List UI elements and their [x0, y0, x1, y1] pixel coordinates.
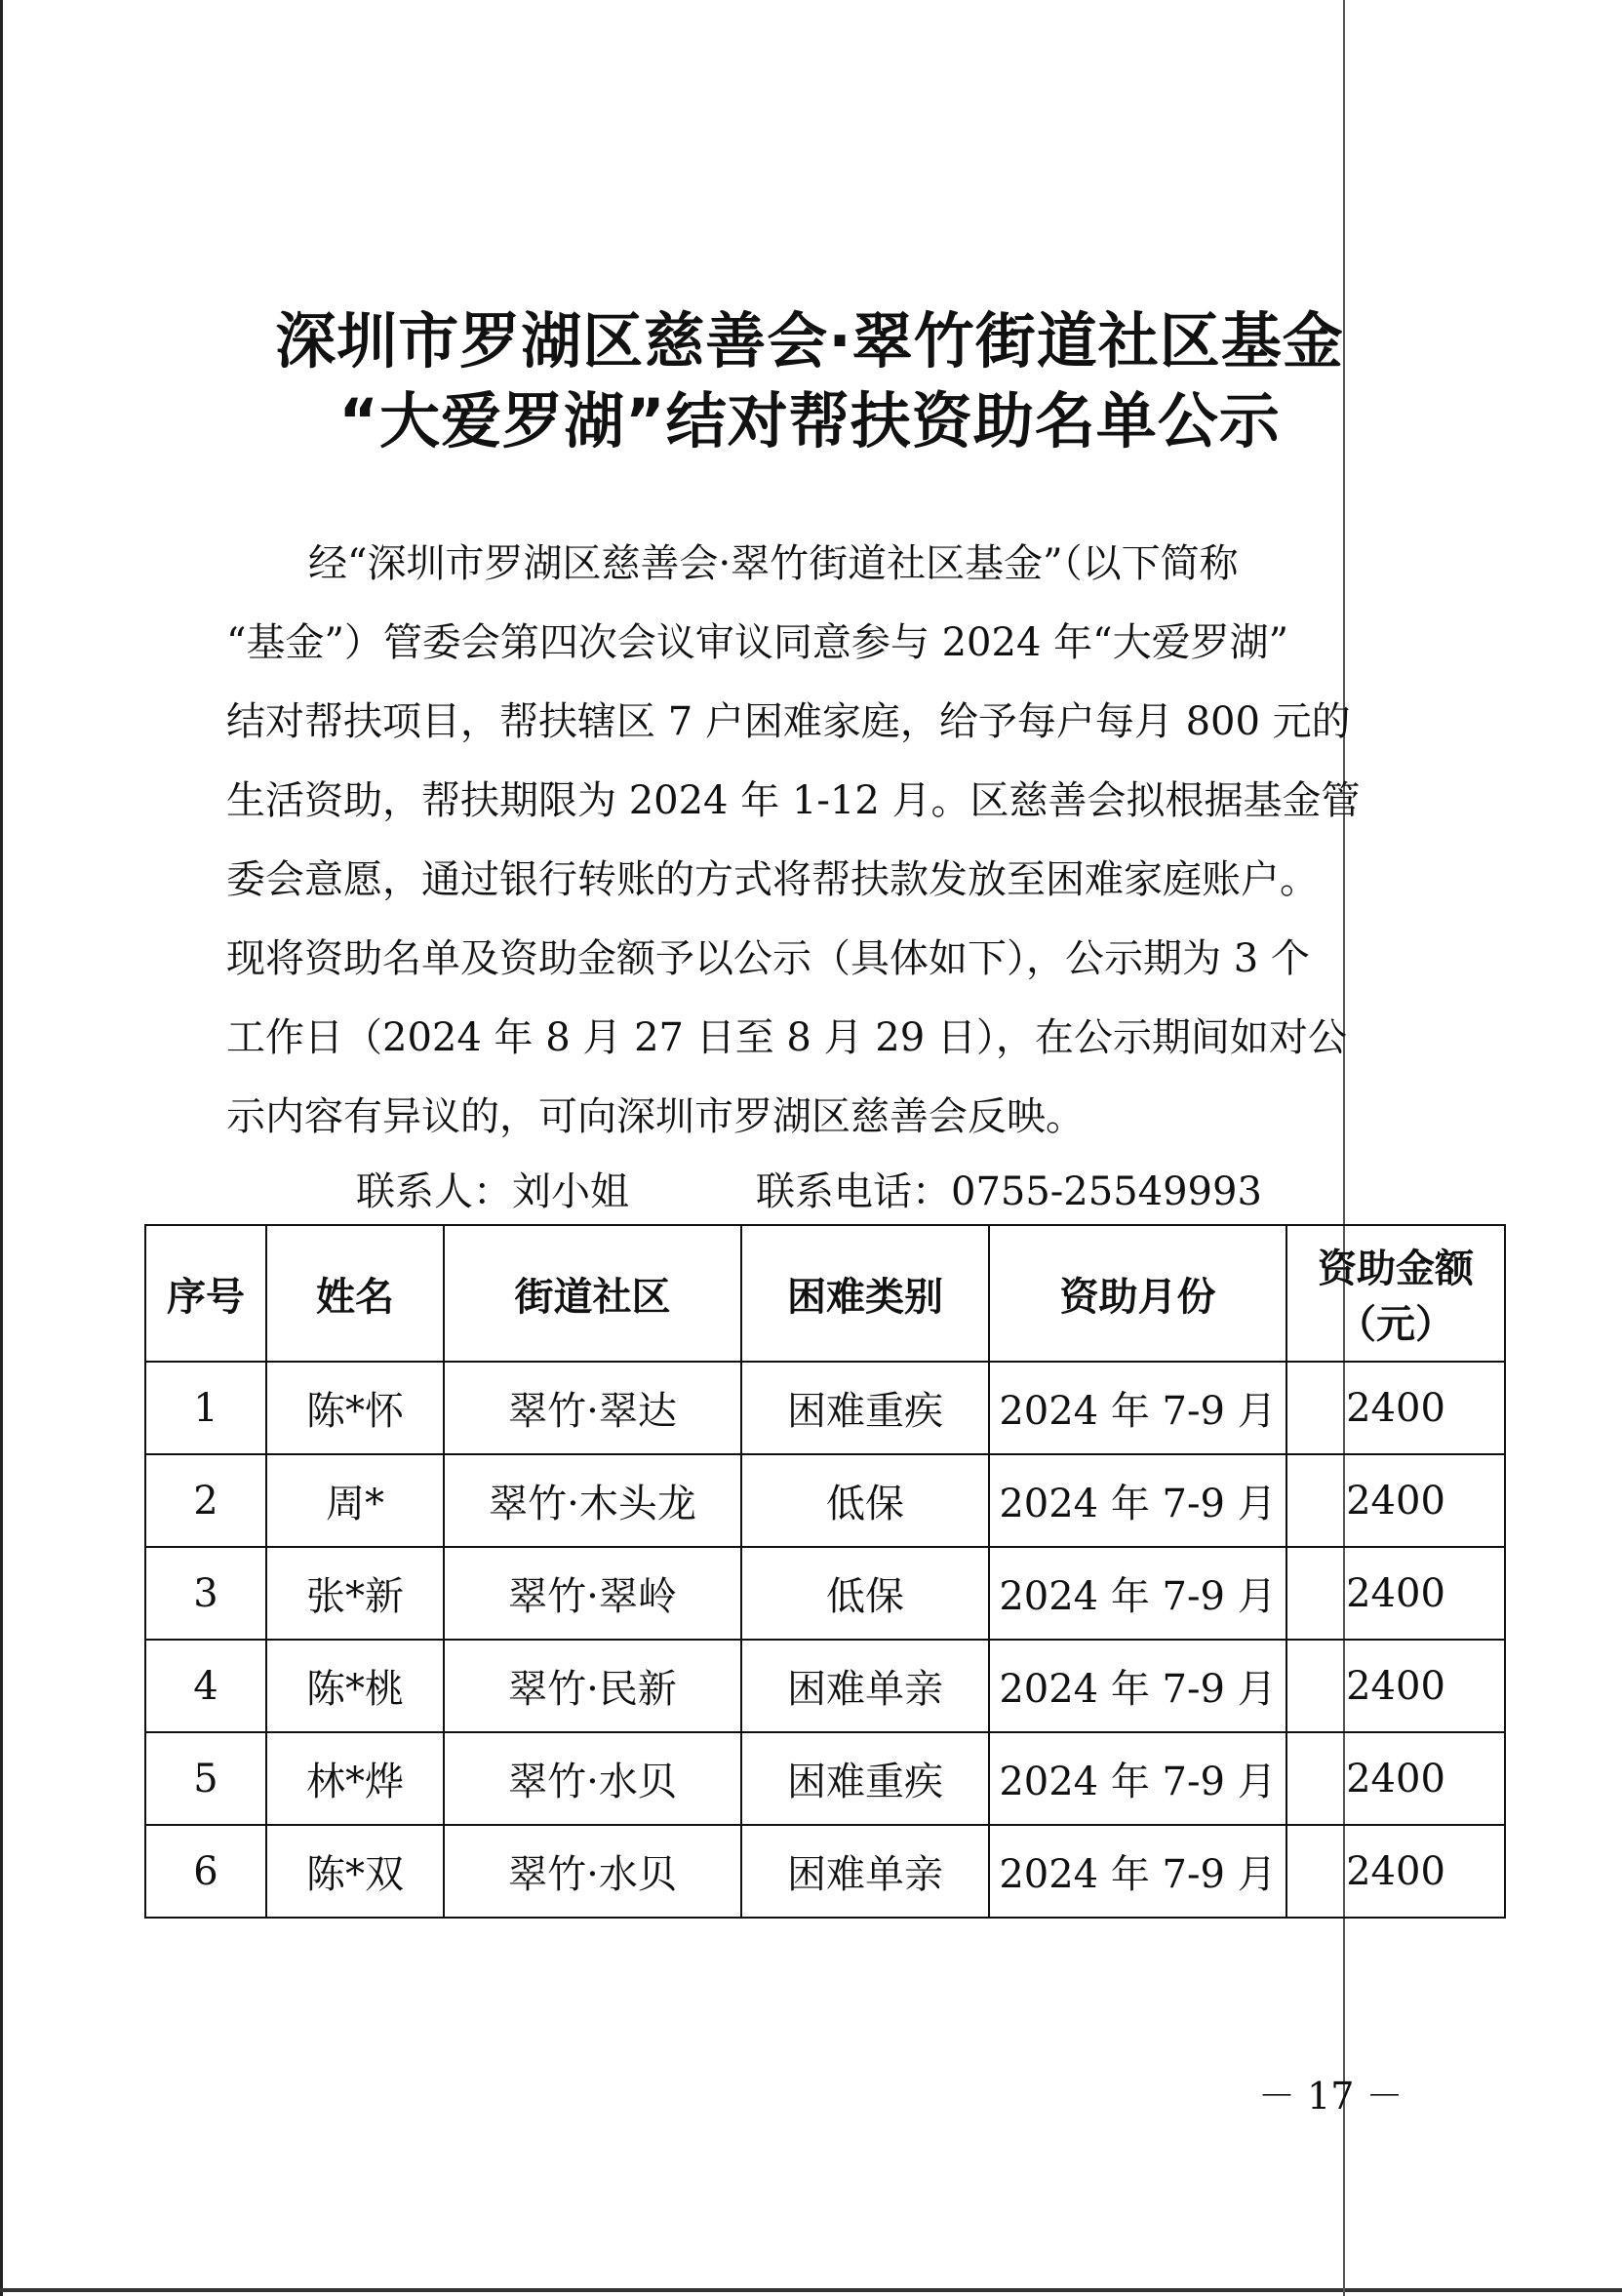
amount-cell: 2400 — [1286, 1362, 1505, 1454]
paragraph-line: 经“深圳市罗湖区慈善会·翠竹街道社区基金”（以下简称 — [308, 541, 1239, 586]
community-cell: 翠竹·民新 — [444, 1640, 741, 1732]
contact-info — [356, 1161, 1262, 1216]
category-cell: 低保 — [741, 1454, 989, 1547]
name-cell: 张*新 — [266, 1547, 444, 1640]
paragraph-line: 生活资助，帮扶期限为 2024 年 1-12 月。区慈善会拟根据基金管 — [226, 778, 1361, 823]
serial-cell: 3 — [145, 1547, 266, 1640]
amount-cell: 2400 — [1286, 1825, 1505, 1918]
serial-cell: 2 — [145, 1454, 266, 1547]
amount-cell: 2400 — [1286, 1640, 1505, 1732]
serial-cell: 1 — [145, 1362, 266, 1454]
community-cell: 翠竹·翠岭 — [444, 1547, 741, 1640]
contact-person: 联系人：刘小姐 — [356, 1169, 629, 1214]
table-row — [145, 1732, 1505, 1825]
table-row — [145, 1547, 1505, 1640]
scan-border — [0, 2288, 1622, 2292]
header-cell: 街道社区 — [444, 1225, 741, 1362]
community-cell: 翠竹·翠达 — [444, 1362, 741, 1454]
months-cell: 2024 年 7-9 月 — [989, 1362, 1286, 1454]
header-cell: 姓名 — [266, 1225, 444, 1362]
paragraph-line: 现将资助名单及资助金额予以公示（具体如下），公示期为 3 个 — [226, 936, 1310, 981]
scan-border — [0, 0, 3, 2296]
amount-cell: 2400 — [1286, 1547, 1505, 1640]
category-cell: 困难重疾 — [741, 1362, 989, 1454]
months-cell: 2024 年 7-9 月 — [989, 1454, 1286, 1547]
table-row — [145, 1362, 1505, 1454]
serial-cell: 6 — [145, 1825, 266, 1918]
contact-phone: 联系电话：0755-25549993 — [756, 1169, 1262, 1214]
category-cell: 困难单亲 — [741, 1825, 989, 1918]
paragraph-line: 示内容有异议的，可向深圳市罗湖区慈善会反映。 — [226, 1094, 1085, 1139]
header-cell: 资助金额（元） — [1286, 1225, 1505, 1362]
name-cell: 陈*双 — [266, 1825, 444, 1918]
months-cell: 2024 年 7-9 月 — [989, 1640, 1286, 1732]
page-number: － 17 － — [1258, 2075, 1404, 2118]
category-cell: 困难重疾 — [741, 1732, 989, 1825]
table-row — [145, 1640, 1505, 1732]
name-cell: 陈*怀 — [266, 1362, 444, 1454]
header-cell: 序号 — [145, 1225, 266, 1362]
table-row — [145, 1825, 1505, 1918]
amount-cell: 2400 — [1286, 1454, 1505, 1547]
name-cell: 陈*桃 — [266, 1640, 444, 1732]
community-cell: 翠竹·木头龙 — [444, 1454, 741, 1547]
aid-list-table — [144, 1224, 1506, 1919]
months-cell: 2024 年 7-9 月 — [989, 1825, 1286, 1918]
name-cell: 林*烨 — [266, 1732, 444, 1825]
amount-cell: 2400 — [1286, 1732, 1505, 1825]
community-cell: 翠竹·水贝 — [444, 1732, 741, 1825]
paragraph-line: 工作日（2024 年 8 月 27 日至 8 月 29 日），在公示期间如对公 — [226, 1015, 1347, 1060]
paragraph-line: 结对帮扶项目，帮扶辖区 7 户困难家庭，给予每户每月 800 元的 — [226, 699, 1351, 744]
paragraph-line: 委会意愿，通过银行转账的方式将帮扶款发放至困难家庭账户。 — [226, 857, 1319, 902]
header-cell: 资助月份 — [989, 1225, 1286, 1362]
serial-cell: 5 — [145, 1732, 266, 1825]
category-cell: 低保 — [741, 1547, 989, 1640]
community-cell: 翠竹·水贝 — [444, 1825, 741, 1918]
title-line-2: “大爱罗湖”结对帮扶资助名单公示 — [338, 385, 1281, 456]
table-header-row — [145, 1225, 1505, 1362]
table-row — [145, 1454, 1505, 1547]
announcement-paragraph — [226, 525, 1426, 1157]
category-cell: 困难单亲 — [741, 1640, 989, 1732]
name-cell: 周* — [266, 1454, 444, 1547]
months-cell: 2024 年 7-9 月 — [989, 1547, 1286, 1640]
serial-cell: 4 — [145, 1640, 266, 1732]
months-cell: 2024 年 7-9 月 — [989, 1732, 1286, 1825]
paragraph-line: “基金”）管委会第四次会议审议同意参与 2024 年“大爱罗湖” — [226, 620, 1289, 665]
title-line-1: 深圳市罗湖区慈善会·翠竹街道社区基金 — [275, 305, 1344, 376]
header-cell: 困难类别 — [741, 1225, 989, 1362]
